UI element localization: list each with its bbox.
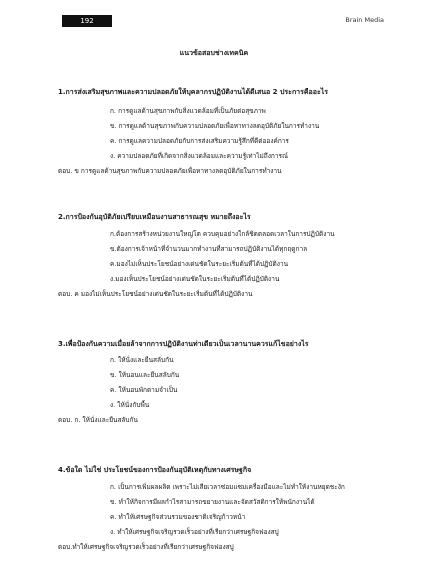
choice-d: ง. ทำให้เศรษฐกิจเจริญรวดเร็วอย่างที่เรียกว่าเศรษฐกิจฟองสบู่ <box>110 528 279 536</box>
choice-b: ข.ต้องการเจ้าหน้าที่จำนวนมากทำงานที่สามารถปฏิบัติงานได้ทุกฤดูกาล <box>110 245 308 253</box>
choice-c: ค. การดูแลความปลอดภัยกับการส่งเสริมความรู้สึกที่ดีต่อองค์การ <box>110 137 289 145</box>
page-number: 192 <box>80 17 94 25</box>
question-text: 4.ข้อใด ไม่ใช่ ประโยชน์ของการป้องกันอุบัติเหตุกับทางเศรษฐกิจ <box>58 466 252 474</box>
question-3 <box>58 338 388 425</box>
choice-d: ง. ให้นั่งกับพื้น <box>110 401 150 409</box>
choice-d: ง.มองเห็นประโยชน์อย่างเด่นชัดในระยะเริ่มต้นที่ได้ปฏิบัติงาน <box>110 275 280 283</box>
choice-b: ข. ให้นอนและยืนสลับกัน <box>110 371 180 379</box>
question-text: 3.เพื่อป้องกันความเมื่อยล้าจากการปฏิบัติงานท่าเดียวเป็นเวลานานควรแก้ไขอย่างไร <box>58 340 309 348</box>
choice-c: ค. ให้นอนพักตามจำเป็น <box>110 386 178 394</box>
choice-a: ก. การดูแลด้านสุขภาพกับสิ่งแวดล้อมที่เป็นภัยต่อสุขภาพ <box>110 107 266 115</box>
choice-c: ค.มองไม่เห็นประโยชน์อย่างเด่นชัดในระยะเริ่มต้นที่ได้ปฏิบัติงาน <box>110 260 289 268</box>
question-text: 1.การส่งเสริมสุขภาพและความปลอดภัยให้บุคลากรปฏิบัติงานได้ดีเสนอ 2 ประการคืออะไร <box>58 88 328 96</box>
answer: ตอบ. ค มองไม่เห็นประโยชน์อย่างเด่นชัดในระยะเริ่มต้นที่ได้ปฏิบัติงาน <box>58 290 253 298</box>
choice-a: ก.ต้องการสร้างหน่วยงานใหญ่โต ควบคุมอย่างใกล้ชิดตลอดเวลาในการปฏิบัติงาน <box>110 230 335 238</box>
choice-d: ง. ความปลอดภัยที่เกิดจากสิ่งแวดล้อมและความรู้เท่าไม่ถึงการณ์ <box>110 152 289 160</box>
question-1 <box>58 86 388 176</box>
publisher-name: Brain Media <box>345 16 384 24</box>
question-text: 2.การป้องกันอุบัติภัยเปรียบเหมือนงานสาธารณสุข หมายถึงอะไร <box>58 213 251 221</box>
page-title: แนวข้อสอบช่างเทคนิค <box>179 49 249 57</box>
answer: ตอบ. ข การดูแลด้านสุขภาพกับความปลอดภัยเพื่อหาทางลดอุบัติภัยในการทำงาน <box>58 167 282 175</box>
answer: ตอบ. ก. ให้นั่งและยืนสลับกัน <box>58 416 138 424</box>
answer: ตอบ.ทำให้เศรษฐกิจเจริญรวดเร็วอย่างที่เรียกว่าเศรษฐกิจฟองสบู่ <box>58 543 234 551</box>
choice-c: ค. ทำให้เศรษฐกิจส่วนรวมของชาติเจริญก้าวหน้า <box>110 513 246 521</box>
question-2 <box>58 211 388 299</box>
page-number-badge <box>62 15 112 27</box>
choice-b: ข. ทำให้กิจการมีผลกำไรสามารถขยายงานและจัดสวัสดิการให้พนักงานได้ <box>110 498 315 506</box>
choice-a: ก. ให้นั่งและยืนสลับกัน <box>110 356 174 364</box>
choice-b: ข. การดูแลด้านสุขภาพกับความปลอดภัยเพื่อหาทางลดอุบัติภัยในการทำงาน <box>110 122 320 130</box>
choice-a: ก. เป็นการเพิ่มผลผลิต เพราะไม่เสียเวลาซ่อมแซมเครื่องมือและไม่ทำให้งานหยุดชะงัก <box>110 483 345 491</box>
question-4 <box>58 464 388 552</box>
